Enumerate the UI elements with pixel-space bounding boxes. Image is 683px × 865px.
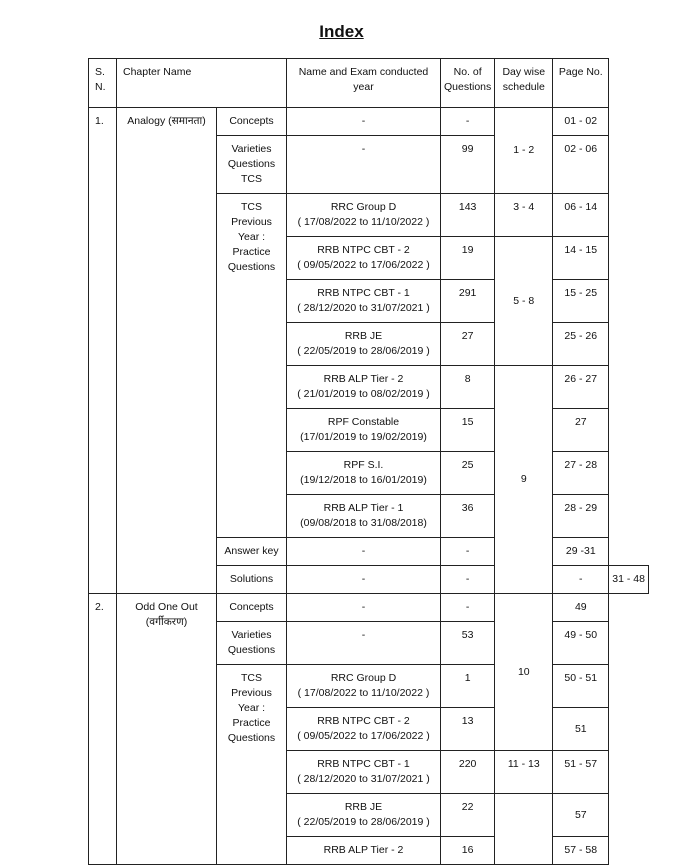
header-sn: S. N. (89, 59, 117, 108)
exam-period: ( 22/05/2019 to 28/06/2019 ) (297, 345, 430, 357)
section-name: Concepts (217, 108, 287, 136)
day-schedule: 1 - 2 (495, 108, 553, 194)
exam-name: - (287, 622, 441, 665)
exam-name: RRC Group D (330, 201, 397, 213)
exam-cell (287, 366, 441, 409)
chapter-name: Analogy (समानता) (117, 108, 217, 594)
question-count: - (441, 594, 495, 622)
page-number: 51 (553, 708, 609, 751)
exam-cell (287, 495, 441, 538)
exam-name: RRB NTPC CBT - 1 (317, 758, 410, 770)
header-row (89, 59, 649, 108)
day-schedule: 11 - 13 (495, 751, 553, 794)
header-day: Day wise schedule (495, 59, 553, 108)
exam-name: RRB ALP Tier - 2 (323, 373, 404, 385)
day-schedule: 9 (495, 366, 553, 594)
question-count: - (441, 108, 495, 136)
question-count: 1 (441, 665, 495, 708)
exam-period: (09/08/2018 to 31/08/2018) (300, 517, 427, 529)
exam-period: ( 28/12/2020 to 31/07/2021 ) (297, 773, 430, 785)
exam-period: ( 28/12/2020 to 31/07/2021 ) (297, 302, 430, 314)
question-count: 19 (441, 237, 495, 280)
exam-name: RPF S.I. (343, 459, 384, 471)
exam-period: ( 22/05/2019 to 28/06/2019 ) (297, 816, 430, 828)
question-count: 220 (441, 751, 495, 794)
page-number: 28 - 29 (553, 495, 609, 538)
exam-name: RRB JE (344, 801, 383, 813)
section-name: Varieties Questions TCS (217, 136, 287, 194)
section-name: Concepts (217, 594, 287, 622)
exam-name: RRB ALP Tier - 2 (287, 837, 441, 865)
section-name: Varieties Questions (217, 622, 287, 665)
day-schedule: 5 - 8 (495, 237, 553, 366)
page-number: 06 - 14 (553, 194, 609, 237)
exam-cell (287, 409, 441, 452)
exam-name: - (287, 594, 441, 622)
chapter-number: 2. (89, 594, 117, 865)
page-number: 27 - 28 (553, 452, 609, 495)
page-number: 25 - 26 (553, 323, 609, 366)
page-title: Index (319, 22, 364, 41)
page-number: 02 - 06 (553, 136, 609, 194)
question-count: 143 (441, 194, 495, 237)
day-schedule-empty (495, 794, 553, 865)
exam-cell (287, 280, 441, 323)
question-count: 25 (441, 452, 495, 495)
exam-period: (19/12/2018 to 16/01/2019) (300, 474, 427, 486)
table-row (89, 108, 649, 136)
exam-cell (287, 751, 441, 794)
exam-name: RRB NTPC CBT - 2 (317, 244, 410, 256)
exam-cell (287, 237, 441, 280)
exam-cell (287, 452, 441, 495)
exam-cell (287, 665, 441, 708)
page-number: 31 - 48 (609, 566, 649, 594)
exam-cell (287, 194, 441, 237)
question-count: 22 (441, 794, 495, 837)
day-schedule: 3 - 4 (495, 194, 553, 237)
question-count: - (441, 538, 495, 566)
page-number: 01 - 02 (553, 108, 609, 136)
section-name: Answer key (217, 538, 287, 566)
header-chapter: Chapter Name (117, 59, 287, 108)
exam-period: (17/01/2019 to 19/02/2019) (300, 431, 427, 443)
section-name: TCS Previous Year : Practice Questions (217, 194, 287, 538)
page-number: 57 (553, 794, 609, 837)
page-number: 50 - 51 (553, 665, 609, 708)
section-name: Solutions (217, 566, 287, 594)
chapter-number: 1. (89, 108, 117, 594)
exam-name: RRC Group D (330, 672, 397, 684)
exam-period: ( 17/08/2022 to 11/10/2022 ) (297, 216, 430, 228)
exam-name: RRB JE (344, 330, 383, 342)
page-number: 14 - 15 (553, 237, 609, 280)
exam-name: - (287, 136, 441, 194)
day-schedule: 10 (495, 594, 553, 751)
page-number: 57 - 58 (553, 837, 609, 865)
exam-period: ( 21/01/2019 to 08/02/2019 ) (297, 388, 430, 400)
question-count: 27 (441, 323, 495, 366)
index-table (88, 58, 649, 865)
exam-name: - (287, 108, 441, 136)
header-exam: Name and Exam conducted year (287, 59, 441, 108)
header-questions: No. of Questions (441, 59, 495, 108)
exam-name: RPF Constable (327, 416, 400, 428)
exam-name: RRB NTPC CBT - 2 (317, 715, 410, 727)
exam-name: RRB ALP Tier - 1 (323, 502, 404, 514)
exam-period: ( 09/05/2022 to 17/06/2022 ) (297, 730, 430, 742)
question-count: 99 (441, 136, 495, 194)
page-number: 26 - 27 (553, 366, 609, 409)
question-count: 13 (441, 708, 495, 751)
question-count: - (441, 566, 495, 594)
page-number: 27 (553, 409, 609, 452)
exam-name: - (287, 566, 441, 594)
exam-name: RRB NTPC CBT - 1 (317, 287, 410, 299)
exam-period: ( 17/08/2022 to 11/10/2022 ) (297, 687, 430, 699)
exam-cell (287, 708, 441, 751)
exam-period: ( 09/05/2022 to 17/06/2022 ) (297, 259, 430, 271)
chapter-name: Odd One Out (वर्गीकरण) (117, 594, 217, 865)
question-count: 16 (441, 837, 495, 865)
question-count: 8 (441, 366, 495, 409)
exam-cell (287, 323, 441, 366)
exam-name: - (287, 538, 441, 566)
question-count: 15 (441, 409, 495, 452)
header-page: Page No. (553, 59, 609, 108)
question-count: 53 (441, 622, 495, 665)
day-schedule: - (553, 566, 609, 594)
section-name: TCS Previous Year : Practice Questions (217, 665, 287, 865)
table-row (89, 594, 649, 622)
page-number: 49 - 50 (553, 622, 609, 665)
page-number: 29 -31 (553, 538, 609, 566)
page-number: 51 - 57 (553, 751, 609, 794)
page-number: 49 (553, 594, 609, 622)
question-count: 291 (441, 280, 495, 323)
question-count: 36 (441, 495, 495, 538)
page-number: 15 - 25 (553, 280, 609, 323)
